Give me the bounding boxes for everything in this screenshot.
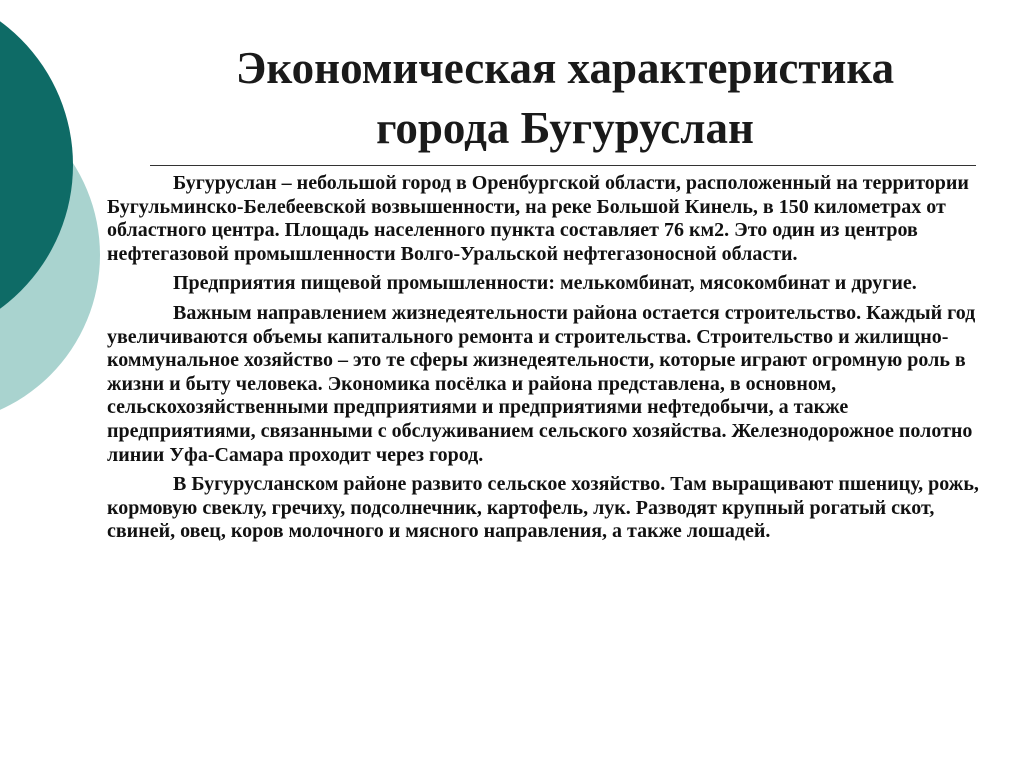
slide-title xyxy=(150,38,980,158)
paragraph-agriculture: В Бугурусланском районе развито сельское хозяйство. Там выращивают пшеницу, рожь, кормовую свеклу, гречиху, подсолнечник, картофель, лук. Разводят крупный рогатый скот, свиней, овец, коров молочного и мясного направления, а также лошадей. xyxy=(107,473,979,543)
title-line-1: Экономическая характеристика xyxy=(235,43,895,93)
paragraph-food-industry: Предприятия пищевой промышленности: мелькомбинат, мясокомбинат и другие. xyxy=(173,272,917,295)
title-divider xyxy=(150,165,976,166)
slide-body xyxy=(107,172,999,550)
paragraph-construction: Важным направлением жизнедеятельности района остается строительство. Каждый год увеличиваются объемы капитального ремонта и строительства. Строительство и жилищно-коммунальное хозяйство – это те сферы жизнедеятельности, которые играют огромную роль в жизни и быту человека. Экономика посёлка и района представлена, в основном, сельскохозяйственными предприятиями и предприятиями нефтедобычи, а также предприятиями, связанными с обслуживанием сельского хозяйства. Железнодорожное полотно линии Уфа-Самара проходит через город. xyxy=(107,301,976,466)
title-line-2: города Бугуруслан xyxy=(376,103,754,153)
paragraph-overview: Бугуруслан – небольшой город в Оренбургской области, расположенный на территории Бугульминско-Белебеевской возвышенности, на реке Большой Кинель, в 150 километрах от областного центра. Площадь населенного пункта составляет 76 км2. Это один из центров нефтегазовой промышленности Волго-Уральской нефтегазоносной области. xyxy=(107,172,969,265)
